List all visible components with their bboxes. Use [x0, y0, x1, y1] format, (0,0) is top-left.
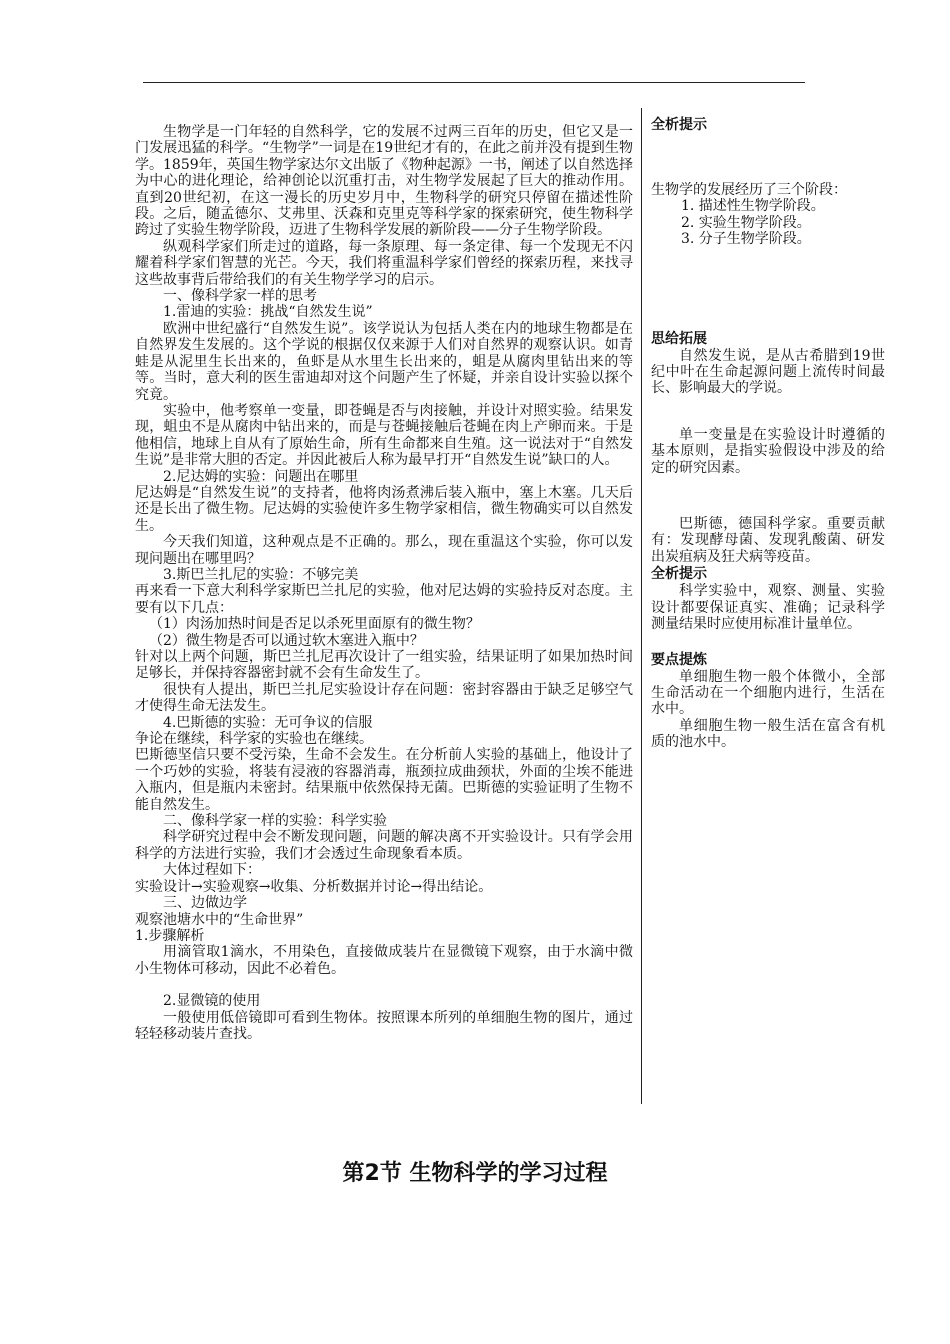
subheading-spallanzani: 3.斯巴兰扎尼的实验：不够完美: [163, 566, 359, 583]
subheading-steps: 1.步骤解析: [135, 927, 205, 944]
extension-note: 自然发生说，是从古希腊到19世纪中叶在生命起源问题上流传时间最长、影响最大的学说。: [651, 347, 885, 397]
top-rule: [143, 82, 805, 83]
key-points-heading: 要点提炼: [651, 651, 707, 668]
paragraph-pasteur: 巴斯德坚信只要不受污染，生命不会发生。在分析前人实验的基础上，他设计了一个巧妙的实验，将装有浸液的容器消毒，瓶颈拉成曲颈状，外面的尘埃不能进入瓶内，但是瓶内未密封。结果瓶中依然保持无菌。巴斯德的实验证明了生物不能自然发生。: [135, 747, 633, 813]
key-point: 单细胞生物一般生活在富含有机质的池水中。: [651, 717, 885, 751]
analysis-note: 科学实验中，观察、测量、实验设计都要保证真实、准确；记录科学测量结果时应使用标准计量单位。: [651, 583, 885, 633]
paragraph-spallanzani-critique: 很快有人提出，斯巴兰扎尼实验设计存在问题：密封容器由于缺乏足够空气才使得生命无法发生。: [135, 681, 633, 715]
paragraph-spallanzani: 再来看一下意大利科学家斯巴兰扎尼的实验，他对尼达姆的实验持反对态度。主要有以下几点：: [135, 583, 633, 616]
paragraph-needham: 尼达姆是“自然发生说”的支持者，他将肉汤煮沸后装入瓶中，塞上木塞。几天后还是长出了微生物。尼达姆的实验使许多生物学家相信，微生物确实可以自然发生。: [135, 484, 633, 534]
subheading-needham: 2.尼达姆的实验：问题出在哪里: [163, 468, 359, 485]
subheading-microscope: 2.显微镜的使用: [163, 993, 261, 1010]
analysis-heading: 全析提示: [651, 117, 707, 133]
paragraph-microscope: 一般使用低倍镜即可看到生物体。按照课本所列的单细胞生物的图片，通过轻轻移动装片查找。: [135, 1009, 633, 1042]
section-heading-2: 二、像科学家一样的实验：科学实验: [163, 813, 387, 830]
paragraph-spontaneous-generation: 欧洲中世纪盛行“自然发生说”。该学说认为包括人类在内的地球生物都是在自然界发生发展的。这个学说的根据仅仅来源于人们对自然界的观察认识。如青蛙是从泥里生长出来的，鱼虾是从水里生长出来的，蛆是从腐肉里钻出来的等等。当时，意大利的医生雷迪却对这个问题产生了怀疑，并亲自设计实验以探个究竟。: [135, 320, 633, 403]
side-notes-column: [651, 116, 885, 751]
paragraph-steps: 用滴管取1滴水，不用染色，直接做成装片在显微镜下观察，由于水滴中微小生物体可移动，因此不必着色。: [135, 944, 633, 977]
paragraph-debate: 争论在继续，科学家的实验也在继续。: [135, 731, 373, 748]
extension-note: 单一变量是在实验设计时遵循的基本原则，是指实验假设中涉及的给定的研究因素。: [651, 426, 885, 476]
subheading-pasteur: 4.巴斯德的实验：无可争议的信服: [163, 714, 373, 731]
analysis-heading-2: 全析提示: [651, 566, 707, 583]
section-heading-1: 一、像科学家一样的思考: [163, 288, 317, 305]
paragraph-process-intro: 大体过程如下：: [163, 862, 261, 879]
extension-note: 巴斯德，德国科学家。重要贡献有：发现酵母菌、发现乳酸菌、研发出炭疽病及狂犬病等疫苗。: [651, 516, 885, 565]
subheading-redi: 1.雷迪的实验：挑战“自然发生说”: [163, 304, 373, 321]
list-item: （1）肉汤加热时间是否足以杀死里面原有的微生物？: [149, 616, 480, 633]
list-item: 3. 分子生物学阶段。: [681, 231, 811, 248]
key-point: 单细胞生物一般个体微小，全部生命活动在一个细胞内进行，生活在水中。: [651, 668, 885, 718]
paragraph-redi-experiment: 实验中，他考察单一变量，即苍蝇是否与肉接触，并设计对照实验。结果发现，蛆虫不是从腐肉中钻出来的，而是与苍蝇接触后苍蝇在肉上产卵而来。于是他相信，地球上自从有了原始生命，所有生命都来自生殖。这一说法对于“自然发生说”是非常大胆的否定。并因此被后人称为最早打开“自然发生说”缺口的人。: [135, 402, 633, 469]
section-heading-3: 三、边做边学: [163, 895, 247, 912]
intro-paragraph: 生物学是一门年轻的自然科学，它的发展不过两三百年的历史，但它又是一门发展迅猛的科学。“生物学”一词是在19世纪才有的，在此之前并没有提到生物学。1859年，英国生物学家达尔文出版了《物种起源》一书，阐述了以自然选择为中心的进化理论，给神创论以沉重打击，对生物学发展起了巨大的推动作用。直到20世纪初，在这一漫长的历史岁月中，生物科学的研究只停留在描述性阶段。之后，随孟德尔、艾弗里、沃森和克里克等科学家的探索研究，使生物科学跨过了实验生物学阶段，迈进了生物科学发展的新阶段——分子生物学阶段。: [135, 124, 633, 239]
extension-heading: 思给拓展: [651, 330, 707, 347]
paragraph-observe-pond: 观察池塘水中的“生命世界”: [135, 911, 304, 928]
paragraph-process-flow: 实验设计→实验观察→收集、分析数据并讨论→得出结论。: [135, 878, 493, 895]
main-text-column: [135, 124, 633, 1042]
paragraph-science-experiment: 科学研究过程中会不断发现问题，问题的解决离不开实验设计。只有学会用科学的方法进行实验，我们才会透过生命现象看本质。: [135, 829, 633, 862]
list-item: 1. 描述性生物学阶段。: [681, 198, 825, 215]
paragraph-spallanzani-result: 针对以上两个问题，斯巴兰扎尼再次设计了一组实验，结果证明了如果加热时间足够长，并保持容器密封就不会有生命发生了。: [135, 649, 633, 682]
list-item: 2. 实验生物学阶段。: [681, 214, 811, 231]
paragraph-needham-question: 今天我们知道，这种观点是不正确的。那么，现在重温这个实验，你可以发现问题出在哪里吗？: [135, 534, 633, 567]
column-divider: [641, 108, 642, 1104]
list-item: （2）微生物是否可以通过软木塞进入瓶中？: [149, 632, 424, 649]
intro-paragraph-2: 纵观科学家们所走过的道路，每一条原理、每一条定律、每一个发现无不闪耀着科学家们智慧的光芒。今天，我们将重温科学家们曾经的探索历程，来找寻这些故事背后带给我们的有关生物学学习的启示。: [135, 238, 633, 288]
stages-intro: 生物学的发展经历了三个阶段：: [651, 182, 847, 198]
section-title: 第2节 生物科学的学习过程: [342, 1161, 608, 1186]
